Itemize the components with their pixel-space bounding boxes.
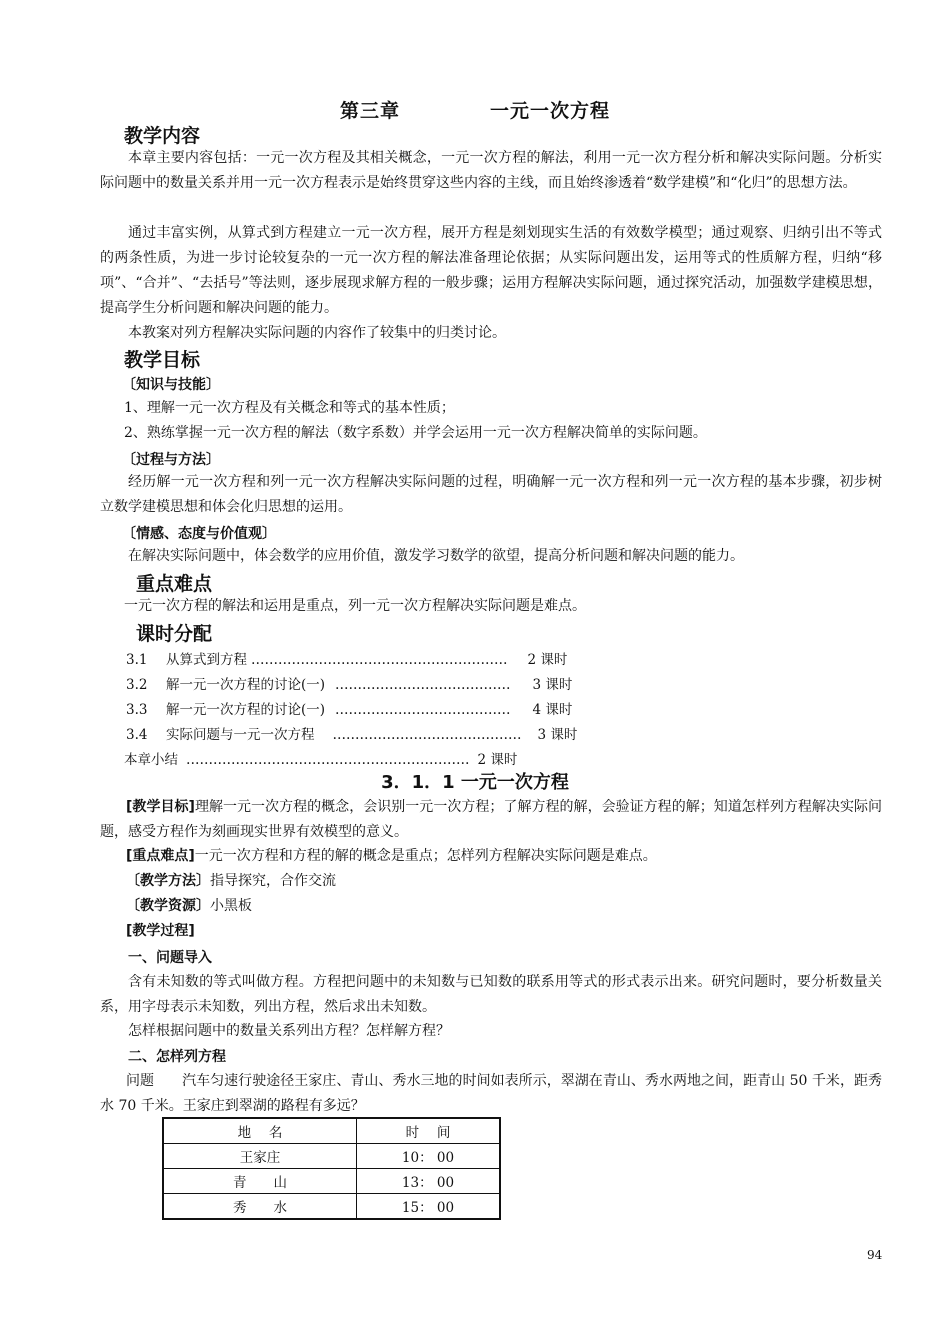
places-time-table — [162, 1117, 501, 1220]
schedule-summary-dots: ……………………………………………………… — [186, 752, 470, 768]
part1-paragraph-2: 怎样根据问题中的数量关系列出方程？怎样解方程？ — [128, 1023, 450, 1039]
schedule-dots: ………………………………… — [335, 677, 511, 693]
part2-heading: 二、怎样列方程 — [128, 1049, 226, 1065]
schedule-summary-hours: 2 课时 — [477, 752, 518, 768]
teaching-content-heading: 教学内容 — [124, 125, 201, 147]
section-method — [126, 870, 336, 890]
process-text: 经历解一元一次方程和列一元一次方程解决实际问题的过程，明确解一元一次方程和列一元一次方程的基本步骤，初步树立数学建模思想和体会化归思想的运用。 — [100, 474, 882, 515]
schedule-dots: ………………………………………………… — [251, 652, 508, 668]
emotion-label: 〔情感、态度与价值观〕 — [122, 526, 276, 542]
table-cell-time: 13： 00 — [357, 1169, 501, 1194]
schedule-num: 3.2 — [126, 677, 148, 693]
schedule-row — [126, 723, 577, 743]
schedule-num: 3.3 — [126, 702, 148, 718]
section-resource — [126, 895, 252, 915]
knowledge-label: 〔知识与技能〕 — [122, 377, 220, 393]
table-cell-time: 15： 00 — [357, 1194, 501, 1220]
section-key-text: 一元一次方程和方程的解的概念是重点；怎样列方程解决实际问题是难点。 — [194, 848, 657, 864]
table-row — [163, 1194, 500, 1220]
section-key-label: [重点难点] — [126, 848, 195, 864]
key-points-text: 一元一次方程的解法和运用是重点，列一元一次方程解决实际问题是难点。 — [124, 598, 586, 614]
schedule-hours: 3 课时 — [537, 727, 578, 743]
schedule-dots: ………………………………… — [335, 702, 511, 718]
table-cell-place: 王家庄 — [163, 1144, 357, 1169]
table-row — [163, 1144, 500, 1169]
section-resource-text: 小黑板 — [210, 898, 252, 914]
chapter-name: 一元一次方程 — [490, 100, 611, 122]
content-paragraph-1: 本章主要内容包括：一元一次方程及其相关概念，一元一次方程的解法，利用一元一次方程分析和解决实际问题。分析实际问题中的数量关系并用一元一次方程表示是始终贯穿这些内容的主线，而且始终渗透着“数学建模”和“化归”的思想方法。 — [100, 150, 882, 191]
table-header-row — [163, 1118, 500, 1144]
schedule-summary-title: 本章小结 — [124, 752, 178, 768]
process-label: 〔过程与方法〕 — [122, 452, 220, 468]
section-key — [126, 845, 657, 865]
emotion-text: 在解决实际问题中，体会数学的应用价值，激发学习数学的欲望，提高分析问题和解决问题的能力。 — [128, 548, 744, 564]
part2-problem — [100, 1069, 882, 1119]
schedule-summary-row — [124, 748, 517, 768]
schedule-title: 解一元一次方程的讨论(一) — [166, 702, 326, 718]
table-cell-place: 青 山 — [163, 1169, 357, 1194]
part1-paragraph-1: 含有未知数的等式叫做方程。方程把问题中的未知数与已知数的联系用等式的形式表示出来。研究问题时，要分析数量关系，用字母表示未知数，列出方程，然后求出未知数。 — [100, 974, 882, 1015]
knowledge-item-1: 1、理解一元一次方程及有关概念和等式的基本性质； — [124, 400, 455, 416]
chapter-number: 第三章 — [339, 100, 400, 122]
table-row — [163, 1169, 500, 1194]
schedule-title: 解一元一次方程的讨论(一) — [166, 677, 326, 693]
schedule-num: 3.1 — [126, 652, 148, 668]
schedule-hours: 4 课时 — [532, 702, 573, 718]
schedule-row — [126, 673, 572, 693]
schedule-row — [126, 698, 572, 718]
section-goal-text: 理解一元一次方程的概念，会识别一元一次方程；了解方程的解，会验证方程的解；知道怎样列方程解决实际问题，感受方程作为刻画现实世界有效模型的意义。 — [100, 799, 883, 840]
section-goal — [100, 795, 882, 845]
section-resource-label: 〔教学资源〕 — [126, 898, 210, 914]
section-process-label: [教学过程] — [126, 923, 195, 939]
page-number: 94 — [867, 1248, 883, 1262]
table-cell-time: 10： 00 — [357, 1144, 501, 1169]
problem-text: 汽车匀速行驶途径王家庄、青山、秀水三地的时间如表所示，翠湖在青山、秀水两地之间，距青山 50 千米，距秀水 70 千米。王家庄到翠湖的路程有多远？ — [100, 1073, 883, 1114]
table-header-time: 时 间 — [357, 1118, 501, 1144]
schedule-title: 实际问题与一元一次方程 — [166, 727, 315, 743]
table-cell-place: 秀 水 — [163, 1194, 357, 1220]
content-paragraph-3: 本教案对列方程解决实际问题的内容作了较集中的归类讨论。 — [128, 325, 506, 341]
section-method-text: 指导探究，合作交流 — [210, 873, 336, 889]
schedule-title: 从算式到方程 — [166, 652, 247, 668]
section-goal-label: [教学目标] — [126, 799, 195, 815]
schedule-num: 3.4 — [126, 727, 148, 743]
schedule-hours: 2 课时 — [527, 652, 568, 668]
content-paragraph-2: 通过丰富实例，从算式到方程建立一元一次方程，展开方程是刻划现实生活的有效数学模型；通过观察、归纳引出不等式的两条性质，为进一步讨论较复杂的一元一次方程的解法准备理论依据；从实际问题出发，运用等式的性质解方程，归纳“移项”、“合并”、“去括号”等法则，逐步展现求解方程的一般步骤；运用方程解决实际问题，通过探究活动，加强数学建模思想，提高学生分析问题和解决问题的能力。 — [100, 225, 882, 316]
schedule-hours: 3 课时 — [532, 677, 573, 693]
schedule-dots: …………………………………… — [332, 727, 522, 743]
knowledge-item-2: 2、熟练掌握一元一次方程的解法（数字系数）并学会运用一元一次方程解决简单的实际问题。 — [124, 425, 707, 441]
section-method-label: 〔教学方法〕 — [126, 873, 210, 889]
part1-heading: 一、问题导入 — [128, 950, 212, 966]
schedule-heading: 课时分配 — [136, 623, 213, 645]
schedule-row — [126, 648, 567, 668]
table-header-place: 地 名 — [163, 1118, 357, 1144]
chapter-title — [0, 96, 950, 123]
section-title: 3．1．1 一元一次方程 — [381, 772, 569, 793]
key-points-heading: 重点难点 — [136, 573, 213, 595]
teaching-goals-heading: 教学目标 — [124, 349, 201, 371]
problem-label: 问题 — [126, 1073, 155, 1089]
